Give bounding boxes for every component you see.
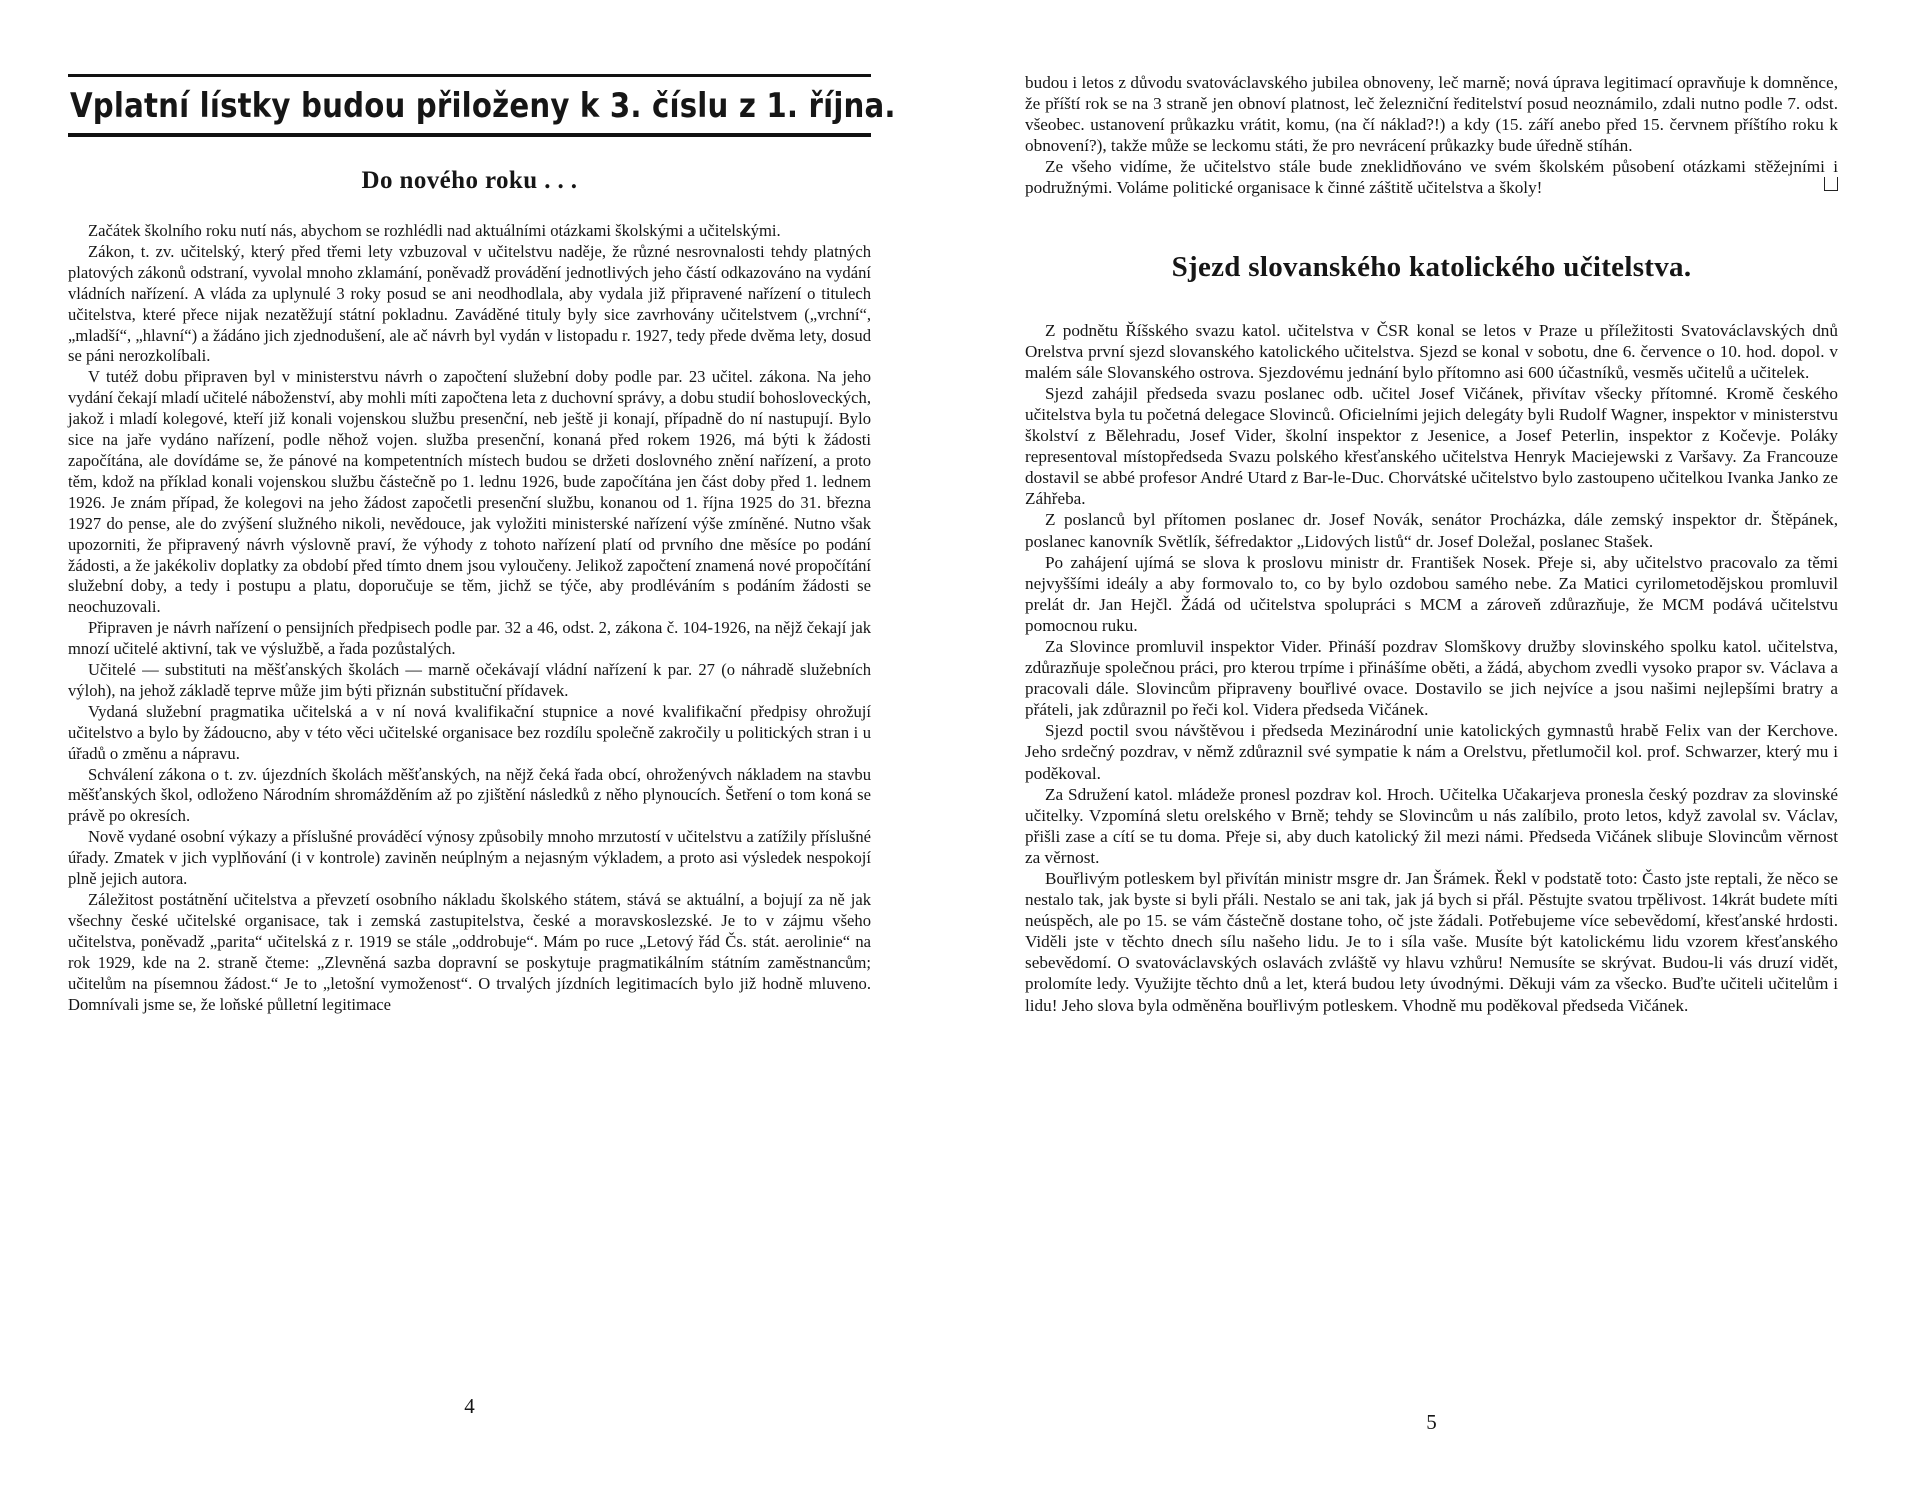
notice-banner: Vplatní lístky budou přiloženy k 3. číslu z 1. října.	[70, 86, 896, 126]
paragraph: Sjezd zahájil předseda svazu poslanec odb. učitel Josef Vičánek, přivítav všecky přítomné. Kromě českého učitelstva byla tu početná delegace Slovinců. Oficielními jejich delegáty byli Rudolf Wagner, inspektor v ministerstvu školství z Bělehradu, Josef Vider, školní inspektor z Jesenice, a Josef Peterlin, inspektor z Kočevje. Poláky representoval místopředseda Svazu polského křesťanského učitelstva Henryk Maciejewski z Varšavy. Za Francouze dostavil se abbé profesor André Utard z Bar-le-Duc. Chorvátské učitelstvo bylo zastoupeno učitelkou Ivanka Janko ze Záhřeba.	[1025, 383, 1838, 509]
paragraph: Z podnětu Říšského svazu katol. učitelstva v ČSR konal se letos v Praze u příležitosti Svatováclavských dnů Orelstva první sjezd slovanského katolického učitelstva. Sjezd se konal v sobotu, dne 6. července o 10. hod. dopol. v malém sále Slovanského ostrova. Sjezdovému jednání bylo přítomno asi 600 účastníků, vesměs učitelů a učitelek.	[1025, 320, 1838, 382]
paragraph: Za Sdružení katol. mládeže pronesl pozdrav kol. Hroch. Učitelka Učakarjeva pronesla český pozdrav za slovinské učitelky. Vzpomíná sletu orelského v Brně; tehdy se Slovincům u nás zalíbilo, proto letos, když zavolal sv. Václav, přišli zase a cítí se tu doma. Přeje si, aby duch katolický žil mezi námi. Předseda Vičánek slibuje Slovincům věrnost za věrnost.	[1025, 784, 1838, 867]
paragraph: Záležitost postátnění učitelstva a převzetí osobního nákladu školského státem, stává se aktuální, a bojují za ně jak všechny české učitelské organisace, tak i zemská zastupitelstva, české a moravskoslezské. Je to v zájmu všeho učitelstva, poněvadž „parita“ učitelská z r. 1919 se stále „oddrobuje“. Mám po ruce „Letový řád Čs. stát. aerolinie“ na rok 1929, kde na 2. straně čteme: „Zlevněná sazba dopravní se poskytuje pragmatikálním státním zaměstnancům; učitelům na písemnou žádost.“ Je to „letošní vymoženost“. O trvalých jízdních legitimacích bylo již hodně mluveno. Domnívali jsme se, že loňské půlletní legitimace	[68, 890, 871, 1014]
top-rule	[68, 74, 871, 77]
continued-text	[1025, 72, 1838, 199]
paragraph-text: Ze všeho vidíme, že učitelstvo stále bude zneklidňováno ve svém školském působení otázkami stěžejními i podružnými. Voláme politické organisace k činné záštitě učitelstva a školy!	[1025, 157, 1838, 198]
paragraph: Nově vydané osobní výkazy a příslušné prováděcí výnosy způsobily mnoho mrzutostí v učitelstvu a zatížily příslušné úřady. Zmatek v jich vyplňování (i v kontrole) zaviněn neúplným a nejasným výkladem, a proto asi výsledek nespokojí plně jejich autora.	[68, 827, 871, 889]
paragraph: Za Slovince promluvil inspektor Vider. Přináší pozdrav Slomškovy družby slovinského spolku katol. učitelstva, zdůrazňuje společnou práci, pro kterou trpíme i přinášíme oběti, a žádá, abychom zvedli vysoko prapor sv. Václava a pracovali dále. Slovincům připraveny bouřlivé ovace. Dostavilo se jich nejvíce a jsou našimi nejlepšími bratry a přáteli, jak zdůraznil po řeči kol. Videra předseda Vičánek.	[1025, 636, 1838, 720]
paragraph: V tutéž dobu připraven byl v ministerstvu návrh o započtení služební doby podle par. 23 učitel. zákona. Na jeho vydání čekají mladí učitelé náboženství, aby mohli míti započtena leta z duchovní správy, a dobu studií bohosloveckých, jakož i mladí kolegové, kteří již konali vojenskou službu presenční, neb ještě ji konají, případně do ní nastupují. Bylo sice na jaře vydáno nařízení, podle něhož vojen. služba presenční, konaná před rokem 1926, má býti k žádosti započítána, ale dovídáme se, že pánové na kompetentních místech budou se držeti doslovného znění nařízení, a proto těm, kdož na příklad konali vojenskou službu částečně po 1. lednu 1926, bude započítána jen část doby před 1. lednem 1926. Je znám případ, že kolegovi na jeho žádost započetli presenční službu, konanou od 1. října 1925 do 31. března 1927 do pense, ale do zvýšení služného nikoli, nevědouce, jak vyložiti ministerské nařízení výše zmíněné. Nutno však upozorniti, že připravený návrh výslovně praví, že výhody z tohoto nařízení platí od prvního dne měsíce po podání žádosti, a že jakékoliv doplatky za období před tímto dnem jsou vyloučeny. Jelikož započtení znamená nové propočítání služební doby, a tedy i postupu a platu, doporučuje se těm, jichž se týče, aby prodléváním s podáním žádosti se neochuzovali.	[68, 367, 871, 617]
end-of-article-mark	[1824, 177, 1838, 191]
left-page	[68, 0, 896, 1500]
paragraph	[1025, 156, 1838, 198]
article-body	[68, 221, 871, 1015]
page-number: 5	[1426, 1410, 1437, 1434]
paragraph: Sjezd poctil svou návštěvou i předseda Mezinárodní unie katolických gymnastů hrabě Felix van der Kerchove. Jeho srdečný pozdrav, v němž zdůraznil své sympatie k nám a Orelstvu, přetlumočil kol. prof. Schwarzer, který mu i poděkoval.	[1025, 721, 1838, 783]
paragraph: Schválení zákona o t. zv. újezdních školách měšťanských, na nějž čeká řada obcí, ohroženývch nákladem na stavbu měšťanských škol, odloženo Národním shromážděním až po zjištění následků z něho plynoucích. Šetření o tom koná se právě po okresích.	[68, 764, 871, 826]
paragraph: Vydaná služební pragmatika učitelská a v ní nová kvalifikační stupnice a nové kvalifikační předpisy ohrožují učitelstvo a bylo by žádoucno, aby v této věci učitelské organisace bez rozdílu společně zakročily u politických stran i u úřadů o změnu a nápravu.	[68, 701, 871, 763]
article-title: Sjezd slovanského katolického učitelstva.	[1171, 250, 1692, 283]
paragraph: Zákon, t. zv. učitelský, který před třemi lety vzbuzoval v učitelstvu naděje, že různé nesrovnalosti tehdy platných platových zákonů odstraní, vyvolal mnoho zklamání, poněvadž provádění jednotlivých jeho částí odkazováno na vydání vládních nařízení. A vláda za uplynulé 3 roky posud se ani neodhodlala, aby vydala již připravené nařízení o titulech učitelstva, které přece nijak nezatěžují státní pokladnu. Zaváděné tituly byly sice zavrhovány učitelstvem („vrchní“, „mladší“, „hlavní“) a žádáno jich zjednodušení, ale ač návrh byl vydán v listopadu r. 1927, tedy přede dvěma lety, dosud se páni nerozkolíbali.	[68, 241, 871, 366]
right-page	[1025, 0, 1838, 1500]
article-title: Do nového roku . . .	[361, 167, 578, 194]
page-number: 4	[464, 1394, 475, 1418]
paragraph: Připraven je návrh nařízení o pensijních předpisech podle par. 32 a 46, odst. 2, zákona č. 104-1926, na nějž čekají jak mnozí učitelé aktivní, tak ve výslužbě, a řada pozůstalých.	[68, 618, 871, 659]
paragraph: Bouřlivým potleskem byl přivítán ministr msgre dr. Jan Šrámek. Řekl v podstatě toto: Často jste reptali, že něco se nestalo tak, jak byste si byli přáli. Nestalo se ani tak, jak já bych si přál. Pěstujte svatou trpělivost. 14krát budete míti neúspěch, ale po 15. se vám částečně dostane toho, oč jste žádali. Potřebujeme více sebevědomí, křesťanské hrdosti. Viděli jste v těchto dnech sílu našeho lidu. Je to i síla vaše. Musíte být katolickému lidu vzorem křesťanského sebevědomí. O svatováclavských oslavách zvláště vy hlavu vzhůru! Nemusíte se skrývat. Budou-li vás druzí vidět, prolomíte ledy. Využijte těchto dnů a let, která budou lety úvodnými. Děkuji vám za všecko. Buďte učiteli učitelům i lidu! Jeho slova byla odměněna bouřlivým potleskem. Vhodně mu poděkoval předseda Vičánek.	[1025, 869, 1838, 1015]
paragraph: budou i letos z důvodu svatováclavského jubilea obnoveny, leč marně; nová úprava legitimací opravňuje k domněnce, že příští rok se na 3 straně jen obnoví platnost, leč železniční ředitelství posud neoznámilo, zdali nutno podle 7. odst. všeobec. ustanovení průkazku vrátit, komu, (na čí náklad?!) a kdy (15. září anebo před 15. červnem příštího roku k obnovení?), takže může se leckomu státi, že pro nevrácení průkazky bude úředně stíhán.	[1025, 73, 1838, 156]
article-body	[1025, 320, 1838, 1016]
banner-rule	[68, 133, 871, 137]
paragraph: Učitelé — substituti na měšťanských školách — marně očekávají vládní nařízení k par. 27 (o náhradě služebních výloh), na jehož základě teprve může jim býti přiznán substituční přídavek.	[68, 660, 871, 700]
paragraph: Po zahájení ujímá se slova k proslovu ministr dr. František Nosek. Přeje si, aby učitelstvo pracovalo za těmi nejvyššími ideály a aby formovalo to, co by bylo ozdobou samého nebe. Za Matici cyrilometodějskou promluvil prelát dr. Jan Hejčl. Žádá od učitelstva spolupráci s MCM a zároveň zdůrazňuje, že MCM podává učitelstvu pomocnou ruku.	[1025, 552, 1838, 635]
paragraph: Začátek školního roku nutí nás, abychom se rozhlédli nad aktuálními otázkami školskými a učitelskými.	[88, 221, 781, 240]
paragraph: Z poslanců byl přítomen poslanec dr. Josef Novák, senátor Procházka, dále zemský inspektor dr. Štěpánek, poslanec kanovník Světlík, šéfredaktor „Lidových listů“ dr. Josef Doležal, poslanec Stašek.	[1025, 510, 1838, 551]
